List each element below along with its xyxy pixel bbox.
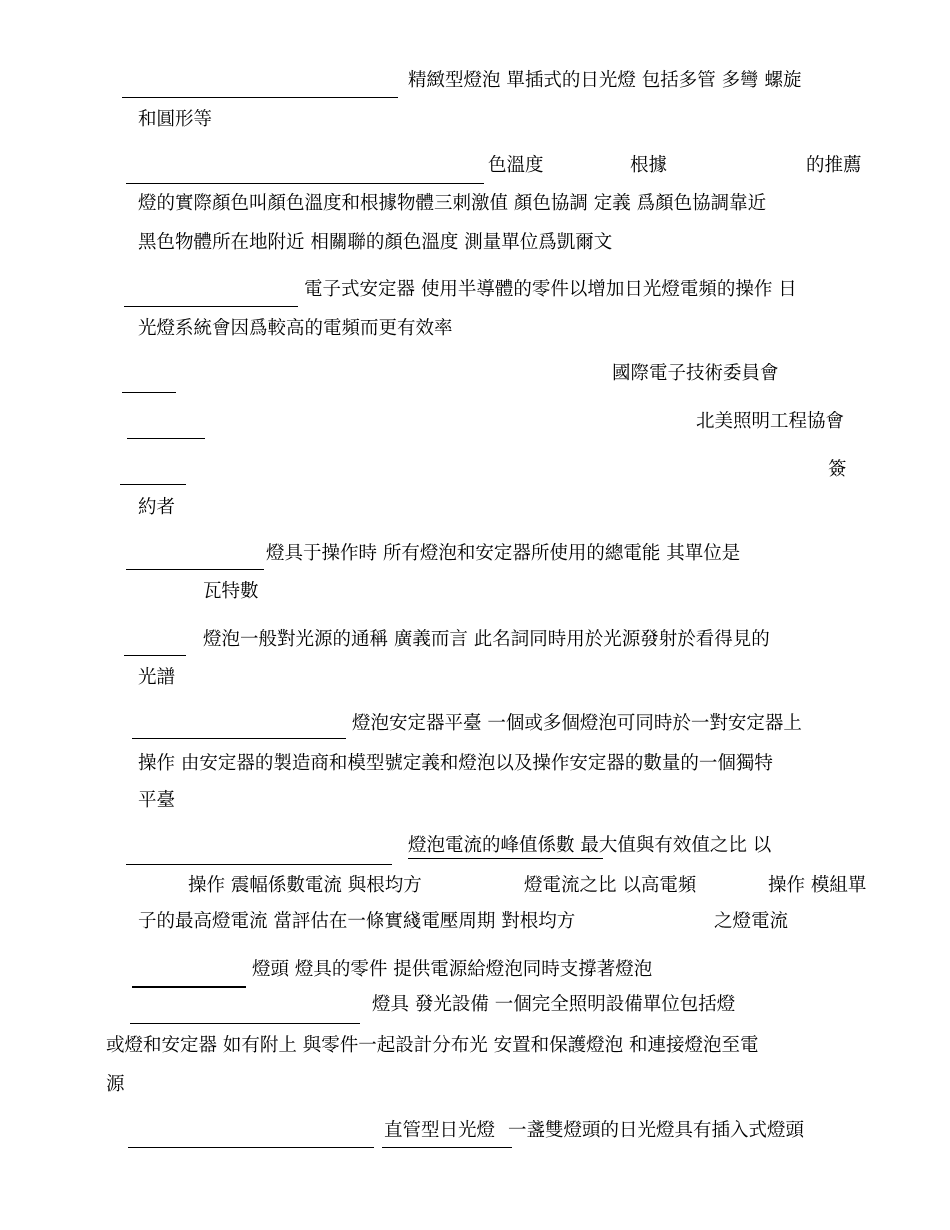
blank-line — [122, 392, 176, 393]
definition-text: 源 — [106, 1074, 125, 1095]
blank-line — [122, 97, 398, 98]
blank-line — [126, 183, 484, 184]
definition-text: 燈電流之比 以高電頻 — [524, 875, 697, 896]
definition-text: 燈泡電流的峰值係數 最大值與有效值之比 以 — [408, 835, 772, 856]
definition-text: 操作 震幅係數電流 與根均方 — [188, 875, 422, 896]
definition-text: 之燈電流 — [714, 911, 789, 932]
definition-text: 操作 模組單 — [768, 875, 867, 896]
definition-text: 子的最高燈電流 當評估在一條實綫電壓周期 對根均方 — [138, 911, 576, 932]
definition-text: 約者 — [138, 497, 176, 518]
definition-text: 瓦特數 — [203, 581, 259, 602]
blank-line — [126, 569, 264, 570]
definition-text: 燈具于操作時 所有燈泡和安定器所使用的總電能 其單位是 — [266, 543, 741, 564]
definition-text: 光燈系統會因爲較高的電頻而更有效率 — [138, 318, 453, 339]
blank-line — [132, 986, 246, 988]
blank-line — [128, 1147, 374, 1148]
definition-text: 和圓形等 — [138, 109, 213, 130]
term-underline — [408, 858, 603, 859]
blank-line — [120, 484, 186, 485]
definition-text: 一盞雙燈頭的日光燈具有插入式燈頭 — [508, 1120, 805, 1141]
blank-line — [130, 1023, 360, 1024]
blank-line — [127, 438, 205, 439]
definition-text: 簽 — [828, 459, 847, 480]
definition-text: 北美照明工程協會 — [696, 411, 845, 432]
blank-line — [126, 864, 392, 865]
blank-line — [124, 655, 186, 656]
definition-text: 國際電子技術委員會 — [612, 363, 779, 384]
definition-text: 燈具 發光設備 一個完全照明設備單位包括燈 — [372, 994, 736, 1015]
definition-text: 燈泡一般對光源的通稱 廣義而言 此名詞同時用於光源發射於看得見的 — [203, 629, 770, 650]
definition-text: 燈頭 燈具的零件 提供電源給燈泡同時支撐著燈泡 — [252, 959, 653, 980]
blank-line — [124, 306, 298, 307]
definition-text: 或燈和安定器 如有附上 與零件一起設計分布光 安置和保護燈泡 和連接燈泡至電 — [106, 1035, 759, 1056]
blank-line — [132, 738, 346, 739]
term-underline — [382, 1147, 512, 1148]
definition-text: 燈泡安定器平臺 一個或多個燈泡可同時於一對安定器上 — [352, 713, 802, 734]
definition-text: 光譜 — [138, 667, 176, 688]
definition-text: 精緻型燈泡 單插式的日光燈 包括多管 多彎 螺旋 — [408, 70, 802, 91]
term-label: 直管型日光燈 — [384, 1120, 496, 1141]
definition-text: 電子式安定器 使用半導體的零件以增加日光燈電頻的操作 日 — [304, 279, 797, 300]
definition-text: 黑色物體所在地附近 相關聯的顏色溫度 測量單位爲凱爾文 — [138, 232, 613, 253]
term-label: 根據 — [630, 155, 668, 176]
term-label: 的推薦 — [806, 155, 862, 176]
definition-text: 操作 由安定器的製造商和模型號定義和燈泡以及操作安定器的數量的一個獨特 — [138, 753, 773, 774]
definition-text: 平臺 — [138, 790, 176, 811]
term-label: 色溫度 — [488, 155, 544, 176]
definition-text: 燈的實際顏色叫顏色溫度和根據物體三刺激值 顏色協調 定義 爲顏色協調靠近 — [138, 193, 767, 214]
